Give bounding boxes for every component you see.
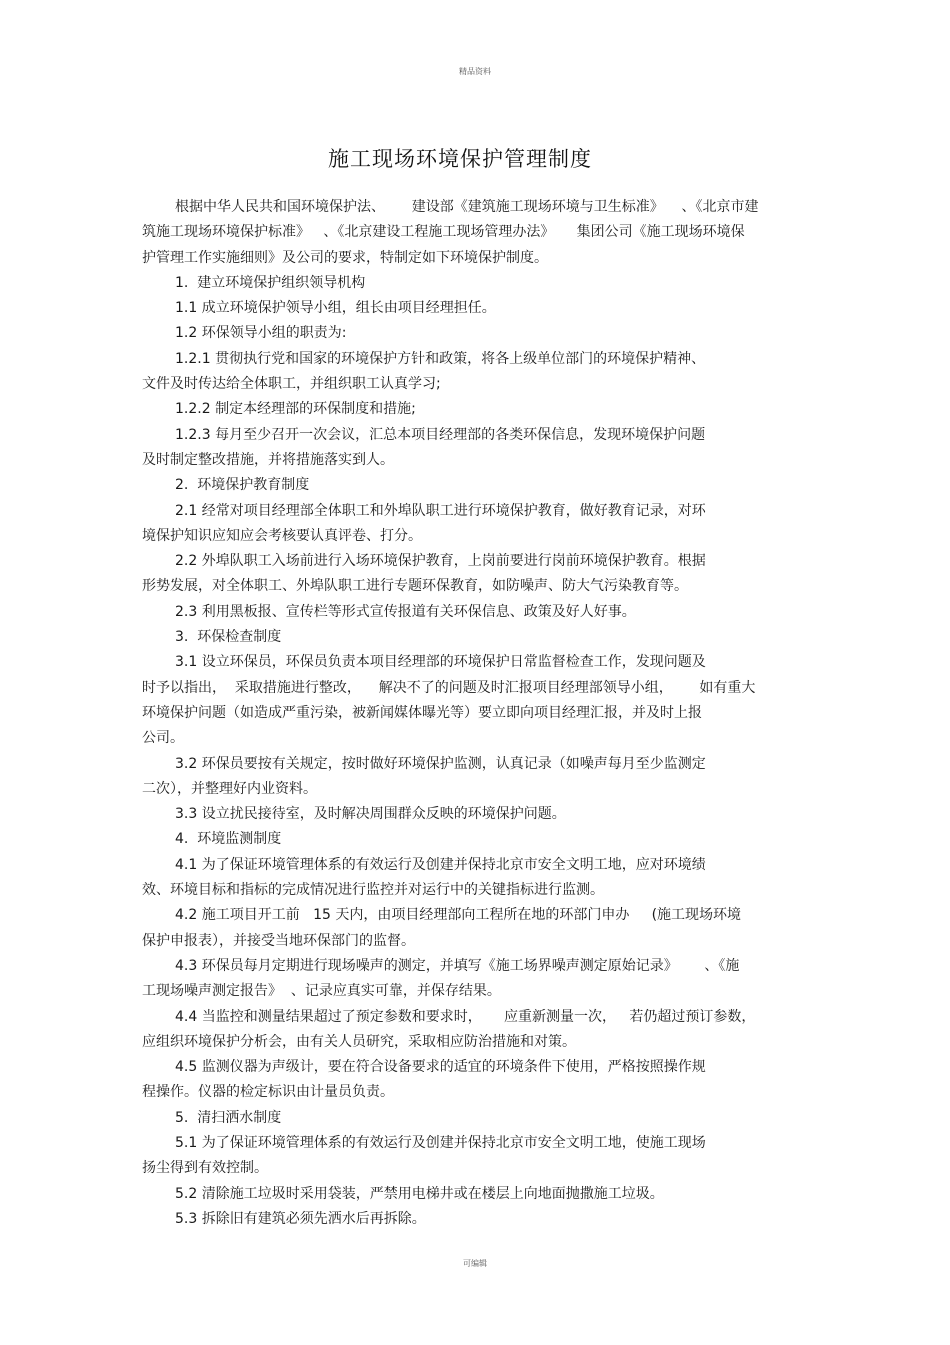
text-line: 扬尘得到有效控制。 [142,1160,268,1177]
text-line: 境保护知识应知应会考核要认真评卷、打分。 [142,527,422,544]
text-line: 应组织环境保护分析会，由有关人员研究，采取相应防治措施和对策。 [142,1033,576,1050]
text-line: 5.2 清除施工垃圾时采用袋装，严禁用电梯井或在楼层上向地面抛撒施工垃圾。 [175,1185,664,1202]
text-line: 4. 环境监测制度 [175,831,282,848]
text-line: 1. 建立环境保护组织领导机构 [175,274,366,291]
text-line: 效、环境目标和指标的完成情况进行监控并对运行中的关键指标进行监测。 [142,882,604,899]
page-footer-note: 可编辑 [463,1259,487,1268]
text-line: 1.1 成立环境保护领导小组，组长由项目经理担任。 [175,300,496,317]
text-line: 护管理工作实施细则》及公司的要求，特制定如下环境保护制度。 [142,249,548,266]
text-line: 及时制定整改措施，并将措施落实到人。 [142,451,394,468]
text-line: 工现场噪声测定报告》 、记录应真实可靠，并保存结果。 [142,983,501,1000]
text-line: 筑施工现场环境保护标准》 、《北京建设工程施工现场管理办法》 集团公司《施工现场环境保 [142,224,745,241]
text-line: 5.1 为了保证环境管理体系的有效运行及创建并保持北京市安全文明工地，使施工现场 [175,1134,706,1151]
text-line: 2.1 经常对项目经理部全体职工和外埠队职工进行环境保护教育，做好教育记录，对环 [175,502,706,519]
text-line: 程操作。仪器的检定标识由计量员负责。 [142,1084,394,1101]
text-line: 4.2 施工项目开工前 15 天内，由项目经理部向工程所在地的环部门申办 (施工现场环境 [175,907,742,924]
text-line: 环境保护问题（如造成严重污染，被新闻媒体曝光等）要立即向项目经理汇报，并及时上报 [142,704,702,721]
text-line: 2. 环境保护教育制度 [175,477,310,494]
text-line: 保护申报表），并接受当地环保部门的监督。 [142,932,415,949]
text-line: 根据中华人民共和国环境保护法、 建设部《建筑施工现场环境与卫生标准》 、《北京市建 [175,199,759,215]
text-line: 4.3 环保员每月定期进行现场噪声的测定，并填写《施工场界噪声测定原始记录》 、《施 [175,957,740,974]
text-line: 5.3 拆除旧有建筑必须先洒水后再拆除。 [175,1210,426,1227]
text-line: 5. 清扫洒水制度 [175,1109,282,1126]
text-line: 1.2.1 贯彻执行党和国家的环境保护方针和政策，将各上级单位部门的环境保护精神、 [175,350,706,367]
text-line: 3.3 设立扰民接待室，及时解决周围群众反映的环境保护问题。 [175,806,566,823]
text-line: 2.2 外埠队职工入场前进行入场环境保护教育，上岗前要进行岗前环境保护教育。根据 [175,553,706,570]
text-line: 二次），并整理好内业资料。 [142,780,317,797]
text-line: 文件及时传达给全体职工，并组织职工认真学习; [142,376,441,393]
text-line: 公司。 [142,730,184,747]
text-line: 1.2.3 每月至少召开一次会议，汇总本项目经理部的各类环保信息，发现环境保护问题 [175,426,706,443]
text-line: 1.2.2 制定本经理部的环保制度和措施; [175,401,416,418]
text-line: 1.2 环保领导小组的职责为: [175,325,347,342]
text-line: 形势发展，对全体职工、外埠队职工进行专题环保教育，如防噪声、防大气污染教育等。 [142,578,688,595]
document-body [142,195,807,1232]
text-line: 2.3 利用黑板报、宣传栏等形式宣传报道有关环保信息、政策及好人好事。 [175,603,636,620]
text-line: 3.1 设立环保员，环保员负责本项目经理部的环境保护日常监督检查工作，发现问题及 [175,654,706,671]
text-line: 3.2 环保员要按有关规定，按时做好环境保护监测，认真记录（如噪声每月至少监测定 [175,755,706,772]
page-header-note: 精品资料 [459,67,491,76]
text-line: 4.5 监测仪器为声级计，要在符合设备要求的适宜的环境条件下使用，严格按照操作规 [175,1059,706,1076]
text-line: 时予以指出， 采取措施进行整改， 解决不了的问题及时汇报项目经理部领导小组， 如有重大 [142,679,756,696]
text-line: 4.1 为了保证环境管理体系的有效运行及创建并保持北京市安全文明工地，应对环境绩 [175,856,706,873]
document-title: 施工现场环境保护管理制度 [328,147,592,171]
text-line: 4.4 当监控和测量结果超过了预定参数和要求时， 应重新测量一次， 若仍超过预订参数， [175,1008,756,1025]
text-line: 3. 环保检查制度 [175,629,282,646]
